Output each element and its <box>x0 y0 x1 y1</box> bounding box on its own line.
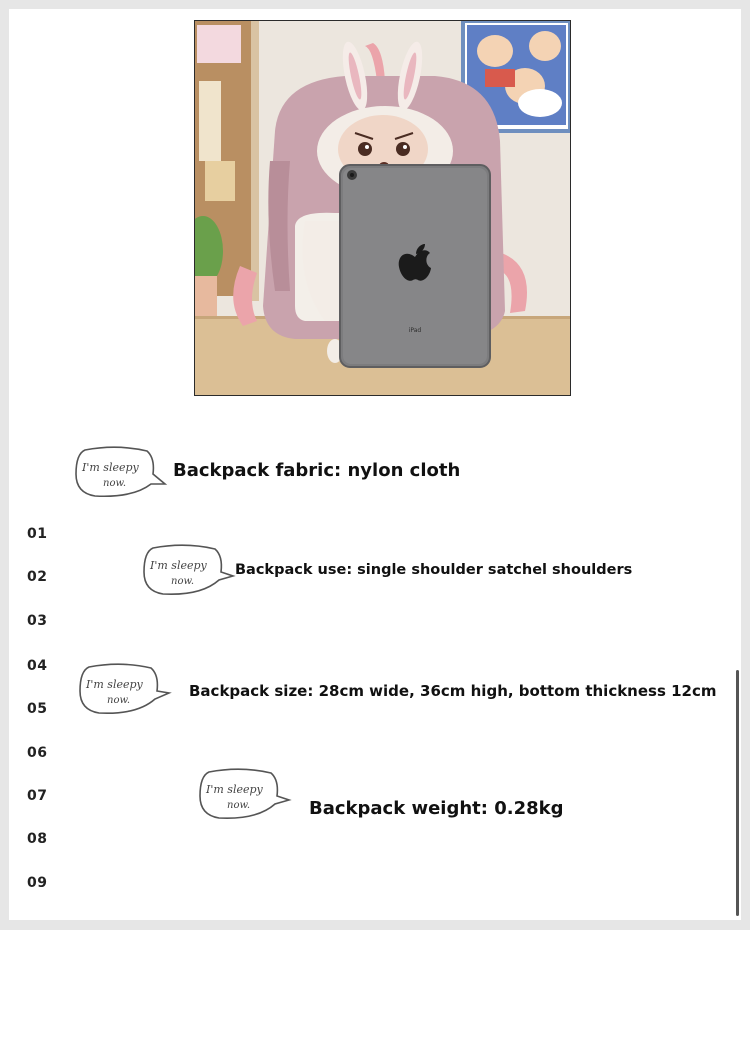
bubble-text-line2: now. <box>227 800 251 811</box>
spec-use: Backpack use: single shoulder satchel shoulders <box>235 562 633 578</box>
product-photo <box>194 20 571 396</box>
speech-bubble-icon <box>77 663 172 717</box>
bubble-text-line2: now. <box>107 695 131 706</box>
bubble-text-line2: now. <box>171 576 195 587</box>
bubble-text-line1: I'm sleepy <box>86 678 143 691</box>
line-number: 01 <box>27 526 48 542</box>
spec-weight: Backpack weight: 0.28kg <box>309 798 564 819</box>
bubble-text-line1: I'm sleepy <box>82 461 139 474</box>
tablet-model-text: iPad <box>408 327 422 334</box>
speech-bubble-icon <box>73 446 168 500</box>
line-number: 04 <box>27 658 48 674</box>
line-number: 08 <box>27 831 48 847</box>
bubble-text-line1: I'm sleepy <box>150 559 207 572</box>
speech-bubble-icon <box>197 768 292 822</box>
spec-size: Backpack size: 28cm wide, 36cm high, bottom thickness 12cm <box>189 682 717 700</box>
line-number: 05 <box>27 701 48 717</box>
line-number: 09 <box>27 875 48 891</box>
line-number: 06 <box>27 745 48 761</box>
line-number: 07 <box>27 788 48 804</box>
bubble-text-line2: now. <box>103 478 127 489</box>
scrollbar[interactable] <box>736 670 739 916</box>
speech-bubble-icon <box>141 544 236 598</box>
line-number: 02 <box>27 569 48 585</box>
line-number: 03 <box>27 613 48 629</box>
bubble-text-line1: I'm sleepy <box>206 783 263 796</box>
spec-fabric: Backpack fabric: nylon cloth <box>173 460 461 481</box>
